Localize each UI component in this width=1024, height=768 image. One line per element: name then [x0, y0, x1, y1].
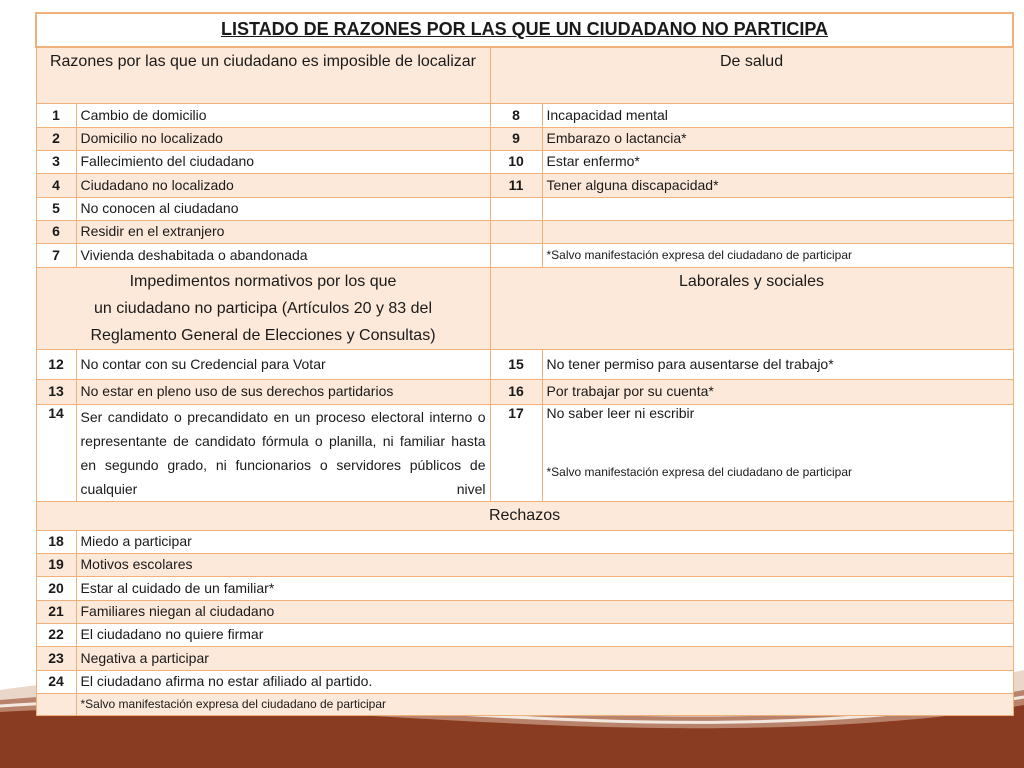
item-text: No estar en pleno uso de sus derechos partidarios	[76, 379, 490, 404]
reasons-table	[35, 12, 1014, 716]
item-text: No saber leer ni escribir	[546, 404, 695, 421]
item-number: 12	[36, 349, 76, 379]
header-laborales: Laborales y sociales	[490, 267, 1013, 349]
item-number: 21	[36, 600, 76, 623]
table-row	[36, 404, 1013, 501]
item-text: No contar con su Credencial para Votar	[76, 349, 490, 379]
header-line: Reglamento General de Elecciones y Consultas)	[90, 326, 436, 344]
table-title-row	[36, 13, 1013, 47]
table-row	[36, 103, 1013, 127]
item-text: Negativa a participar	[76, 646, 1013, 670]
table-row	[36, 173, 1013, 197]
item-number: 19	[36, 553, 76, 576]
item-number: 14	[36, 404, 76, 501]
table-row	[36, 379, 1013, 404]
item-text: Domicilio no localizado	[76, 127, 490, 150]
item-text: No tener permiso para ausentarse del trabajo*	[542, 349, 1013, 379]
header-no-localizable: Razones por las que un ciudadano es imposible de localizar	[36, 47, 490, 103]
item-text: Estar enfermo*	[542, 150, 1013, 173]
table-row	[36, 197, 1013, 220]
empty-cell	[542, 220, 1013, 243]
item-number: 11	[490, 173, 542, 197]
item-text: No conocen al ciudadano	[76, 197, 490, 220]
item-text: Tener alguna discapacidad*	[542, 173, 1013, 197]
table-row	[36, 693, 1013, 715]
empty-cell	[490, 197, 542, 220]
table-row	[36, 150, 1013, 173]
salud-note: *Salvo manifestación expresa del ciudadano de participar	[542, 243, 1013, 267]
item-text: Familiares niegan al ciudadano	[76, 600, 1013, 623]
item-number: 1	[36, 103, 76, 127]
item-number: 8	[490, 103, 542, 127]
item-number: 17	[490, 404, 542, 501]
item-text: Embarazo o lactancia*	[542, 127, 1013, 150]
item-number: 7	[36, 243, 76, 267]
item-text: Ser candidato o precandidato en un proceso electoral interno o representante de candidato fórmula o planilla, ni familiar hasta en segundo grado, ni funcionarios o servidores públicos de cualquier nivel	[76, 404, 490, 501]
empty-cell	[542, 197, 1013, 220]
header-impedimentos	[36, 267, 490, 349]
item-number: 10	[490, 150, 542, 173]
header-salud: De salud	[490, 47, 1013, 103]
item-text: El ciudadano afirma no estar afiliado al partido.	[76, 670, 1013, 693]
item-number: 3	[36, 150, 76, 173]
empty-cell	[36, 693, 76, 715]
item-number: 5	[36, 197, 76, 220]
item-text: Estar al cuidado de un familiar*	[76, 576, 1013, 600]
item-number: 22	[36, 623, 76, 646]
laborales-cell	[542, 404, 1013, 501]
item-number: 6	[36, 220, 76, 243]
rechazos-note: *Salvo manifestación expresa del ciudadano de participar	[76, 693, 1013, 715]
item-text: Residir en el extranjero	[76, 220, 490, 243]
empty-cell	[490, 243, 542, 267]
item-number: 4	[36, 173, 76, 197]
item-number: 18	[36, 530, 76, 553]
item-text: Incapacidad mental	[542, 103, 1013, 127]
section-header-row	[36, 267, 1013, 349]
table-row	[36, 553, 1013, 576]
item-number: 9	[490, 127, 542, 150]
item-text: Miedo a participar	[76, 530, 1013, 553]
section-header-row	[36, 47, 1013, 103]
table-row	[36, 349, 1013, 379]
empty-cell	[490, 220, 542, 243]
table-row	[36, 646, 1013, 670]
table-row	[36, 576, 1013, 600]
item-text: Cambio de domicilio	[76, 103, 490, 127]
table-row	[36, 670, 1013, 693]
table-row	[36, 600, 1013, 623]
item-number: 13	[36, 379, 76, 404]
table-row	[36, 243, 1013, 267]
header-rechazos: Rechazos	[36, 501, 1013, 530]
item-number: 24	[36, 670, 76, 693]
item-number: 2	[36, 127, 76, 150]
item-text: Vivienda deshabitada o abandonada	[76, 243, 490, 267]
item-text: Por trabajar por su cuenta*	[542, 379, 1013, 404]
header-line: Impedimentos normativos por los que	[129, 272, 397, 290]
laborales-note: *Salvo manifestación expresa del ciudadano de participar	[546, 465, 853, 480]
page-title: LISTADO DE RAZONES POR LAS QUE UN CIUDADANO NO PARTICIPA	[36, 13, 1013, 47]
item-number: 20	[36, 576, 76, 600]
table-row	[36, 127, 1013, 150]
item-text: Fallecimiento del ciudadano	[76, 150, 490, 173]
item-text: Ciudadano no localizado	[76, 173, 490, 197]
section-header-row	[36, 501, 1013, 530]
item-text: Motivos escolares	[76, 553, 1013, 576]
table-row	[36, 220, 1013, 243]
item-number: 23	[36, 646, 76, 670]
item-text: El ciudadano no quiere firmar	[76, 623, 1013, 646]
table-row	[36, 623, 1013, 646]
item-number: 15	[490, 349, 542, 379]
item-number: 16	[490, 379, 542, 404]
table-row	[36, 530, 1013, 553]
header-line: un ciudadano no participa (Artículos 20 y 83 del	[94, 299, 432, 317]
